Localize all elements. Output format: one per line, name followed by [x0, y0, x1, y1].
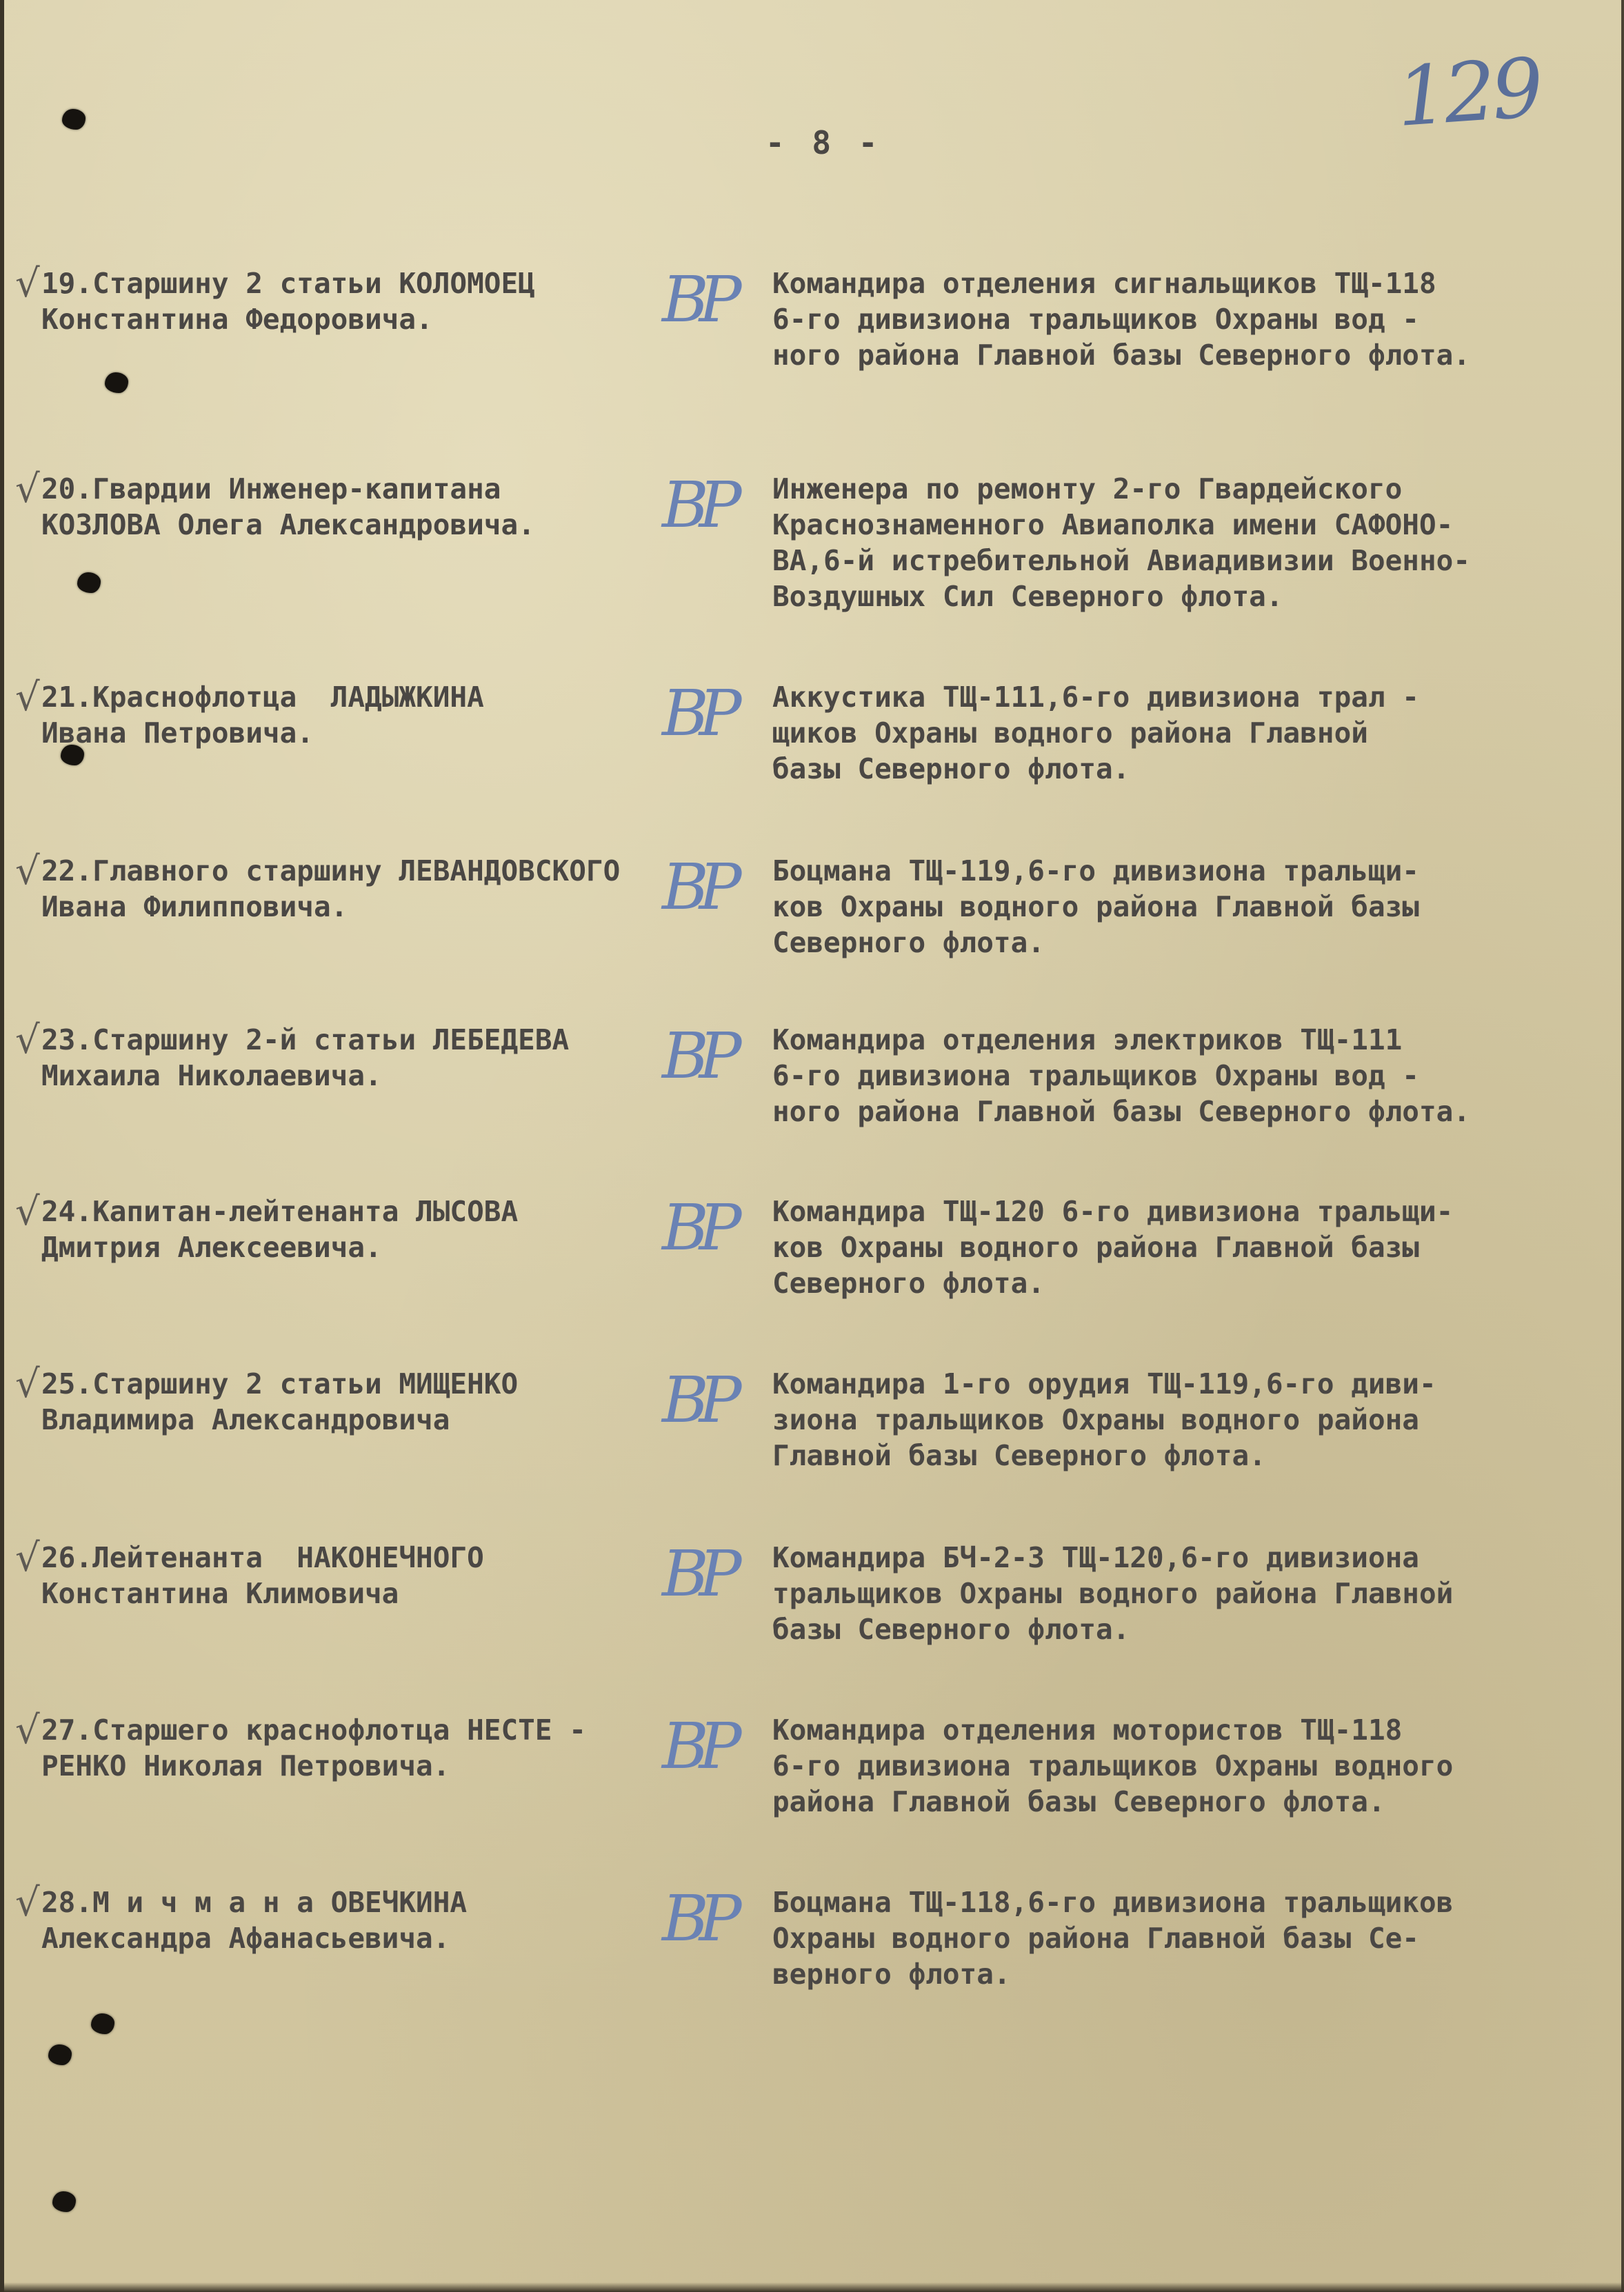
entry-position: Боцмана ТЩ-118,6-го дивизиона тральщиков Охраны водного района Главной базы Се- верного флота. — [772, 1886, 1454, 1991]
entry-position: Инженера по ремонту 2-го Гвардейского Краснознаменного Авиаполка имени САФОНО- ВА,6-й истребительной Авиадивизии Военно- Воздушных Сил Северного флота. — [772, 472, 1471, 613]
entry-person: 23.Старшину 2-й статьи ЛЕБЕДЕВА Михаила Николаевича. — [41, 1023, 570, 1092]
entry-position: Командира отделения мотористов ТЩ-118 6-го дивизиона тральщиков Охраны водного района Главной базы Северного флота. — [772, 1713, 1454, 1818]
check-mark-icon: √ — [15, 1536, 40, 1580]
check-mark-icon: √ — [15, 675, 40, 720]
entry-person-name: Гвардии Инженер-капитана КОЗЛОВА Олега Александровича. — [41, 472, 535, 541]
approval-mark: ВР — [662, 850, 732, 924]
entry-person-name: Главного старшину ЛЕВАНДОВСКОГО Ивана Филипповича. — [41, 854, 621, 923]
entry-person: 25.Старшину 2 статьи МИЩЕНКО Владимира Александровича — [41, 1367, 519, 1436]
approval-mark: ВР — [662, 1019, 732, 1093]
check-mark-icon: √ — [15, 849, 40, 894]
entry-person: 21.Краснофлотца ЛАДЫЖКИНА Ивана Петровича. — [41, 681, 484, 750]
page-edge-left — [0, 0, 4, 2292]
entry-position: Аккустика ТЩ-111,6-го дивизиона трал - щиков Охраны водного района Главной базы Северного флота. — [772, 681, 1419, 785]
entry-position: Боцмана ТЩ-119,6-го дивизиона тральщи- ков Охраны водного района Главной базы Северного флота. — [772, 854, 1419, 959]
approval-mark: ВР — [662, 1882, 732, 1956]
entry-number: 27 — [41, 1713, 76, 1747]
entry-person: 28.М и ч м а н а ОВЕЧКИНА Александра Афанасьевича. — [41, 1886, 468, 1955]
entry-person-name: Старшего краснофлотца НЕСТЕ - РЕНКО Николая Петровича. — [41, 1713, 586, 1782]
punch-hole — [91, 2013, 114, 2034]
page-edge-right — [1621, 0, 1624, 2292]
entry-position: Командира отделения электриков ТЩ-111 6-го дивизиона тральщиков Охраны вод - ного района Главной базы Северного флота. — [772, 1023, 1471, 1128]
entry-number: 21 — [41, 681, 76, 714]
approval-mark: ВР — [662, 1363, 732, 1437]
entry-number: 20 — [41, 472, 76, 505]
entry-person-name: Старшину 2 статьи КОЛОМОЕЦ Константина Федоровича. — [41, 267, 535, 336]
entry-number: 28 — [41, 1886, 76, 1919]
approval-mark: ВР — [662, 263, 732, 336]
entry-number: 23 — [41, 1023, 76, 1056]
entry-number: 19 — [41, 267, 76, 300]
check-mark-icon: √ — [15, 1362, 40, 1407]
approval-mark: ВР — [662, 468, 732, 542]
entry-person: 27.Старшего краснофлотца НЕСТЕ - РЕНКО Николая Петровича. — [41, 1713, 586, 1782]
check-mark-icon: √ — [15, 1708, 40, 1753]
punch-hole — [62, 109, 86, 130]
entry-position: Командира БЧ-2-3 ТЩ-120,6-го дивизиона тральщиков Охраны водного района Главной базы Северного флота. — [772, 1541, 1454, 1646]
punch-hole — [77, 572, 101, 593]
page-edge-bottom — [0, 2282, 1624, 2292]
folio-number: 129 — [1393, 39, 1543, 145]
entry-person-name: Лейтенанта НАКОНЕЧНОГО Константина Климовича — [41, 1541, 484, 1610]
entry-person-name: Старшину 2 статьи МИЩЕНКО Владимира Александровича — [41, 1367, 519, 1436]
entry-person-name: Краснофлотца ЛАДЫЖКИНА Ивана Петровича. — [41, 681, 484, 750]
entry-person: 26.Лейтенанта НАКОНЕЧНОГО Константина Климовича — [41, 1541, 484, 1610]
approval-mark: ВР — [662, 676, 732, 750]
entry-number: 25 — [41, 1367, 76, 1400]
approval-mark: ВР — [662, 1191, 732, 1265]
entry-person-name: Капитан-лейтенанта ЛЫСОВА Дмитрия Алексеевича. — [41, 1195, 519, 1264]
approval-mark: ВР — [662, 1709, 732, 1783]
entry-position: Командира отделения сигнальщиков ТЩ-118 6-го дивизиона тральщиков Охраны вод - ного района Главной базы Северного флота. — [772, 267, 1471, 372]
entry-person: 19.Старшину 2 статьи КОЛОМОЕЦ Константина Федоровича. — [41, 267, 535, 336]
check-mark-icon: √ — [15, 1018, 40, 1063]
entry-person: 22.Главного старшину ЛЕВАНДОВСКОГО Ивана Филипповича. — [41, 854, 621, 923]
entry-person-name: Старшину 2-й статьи ЛЕБЕДЕВА Михаила Николаевича. — [41, 1023, 570, 1092]
check-mark-icon: √ — [15, 1880, 40, 1925]
entry-person: 24.Капитан-лейтенанта ЛЫСОВА Дмитрия Алексеевича. — [41, 1195, 519, 1264]
entry-number: 26 — [41, 1541, 76, 1574]
entry-position: Командира ТЩ-120 6-го дивизиона тральщи- ков Охраны водного района Главной базы Северного флота. — [772, 1195, 1454, 1300]
entry-position: Командира 1-го орудия ТЩ-119,6-го диви- зиона тральщиков Охраны водного района Главной базы Северного флота. — [772, 1367, 1436, 1472]
punch-hole — [52, 2191, 76, 2212]
check-mark-icon: √ — [15, 467, 40, 512]
entry-number: 24 — [41, 1195, 76, 1228]
check-mark-icon: √ — [15, 261, 40, 306]
page-number: - 8 - — [765, 124, 882, 161]
punch-hole — [105, 372, 128, 393]
check-mark-icon: √ — [15, 1189, 40, 1234]
entry-number: 22 — [41, 854, 76, 887]
entry-person-name: М и ч м а н а ОВЕЧКИНА Александра Афанасьевича. — [41, 1886, 468, 1955]
punch-hole — [48, 2044, 72, 2065]
approval-mark: ВР — [662, 1537, 732, 1611]
entry-person: 20.Гвардии Инженер-капитана КОЗЛОВА Олега Александровича. — [41, 472, 535, 541]
